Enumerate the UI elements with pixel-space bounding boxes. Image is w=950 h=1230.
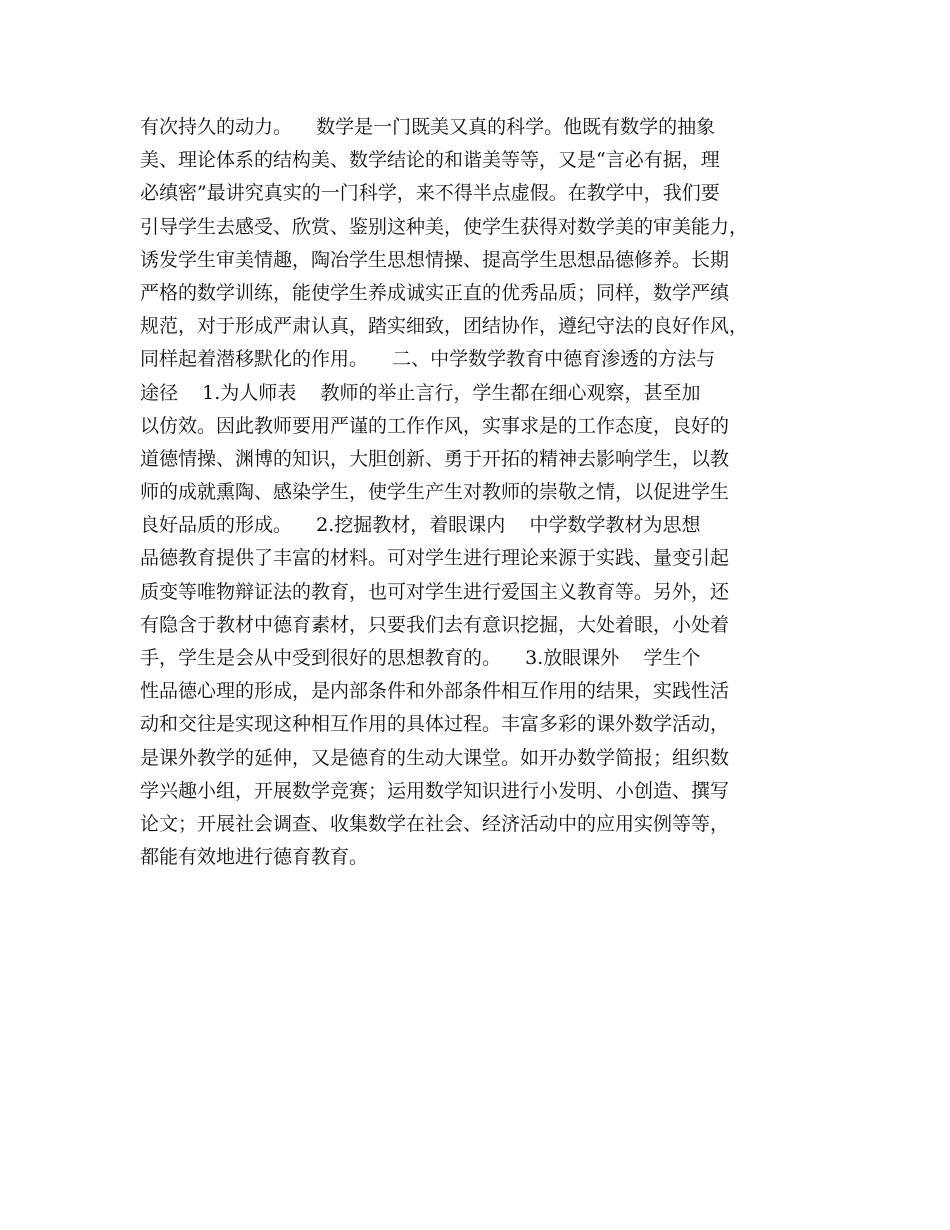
text-line: 都能有效地进行德育教育。 (140, 846, 369, 869)
text-line: 同样起着潜移默化的作用。 二、中学数学教育中德育渗透的方法与 (140, 348, 716, 371)
text-line: 学兴趣小组，开展数学竞赛；运用数学知识进行小发明、小创造、撰写 (140, 779, 730, 802)
text-line: 师的成就熏陶、感染学生，使学生产生对教师的崇敬之情，以促进学生 (140, 481, 730, 504)
text-line: 道德情操、渊博的知识，大胆创新、勇于开拓的精神去影响学生，以教 (140, 447, 730, 470)
text-line: 以仿效。因此教师要用严谨的工作作风，实事求是的工作态度，良好的 (140, 414, 730, 437)
text-line: 论文；开展社会调查、收集数学在社会、经济活动中的应用实例等等， (140, 812, 730, 835)
text-line: 有次持久的动力。 数学是一门既美又真的科学。他既有数学的抽象 (140, 116, 716, 138)
text-line: 引导学生去感受、欣赏、鉴别这种美，使学生获得对数学美的审美能力， (140, 215, 749, 238)
text-line: 品德教育提供了丰富的材料。可对学生进行理论来源于实践、量变引起 (140, 547, 730, 570)
body-text (140, 111, 820, 874)
text-line: 手，学生是会从中受到很好的思想教育的。 3.放眼课外 学生个 (140, 647, 701, 669)
text-line: 途径 1.为人师表 教师的举止言行，学生都在细心观察，甚至加 (140, 381, 701, 404)
text-line: 美、理论体系的结构美、数学结论的和谐美等等，又是“言必有据，理 (140, 149, 720, 172)
text-line: 是课外教学的延伸，又是德育的生动大课堂。如开办数学简报；组织数 (140, 746, 730, 769)
text-line: 动和交往是实现这种相互作用的具体过程。丰富多彩的课外数学活动， (140, 713, 730, 736)
text-line: 有隐含于教材中德育素材，只要我们去有意识挖掘，大处着眼，小处着 (140, 613, 730, 636)
text-line: 诱发学生审美情趣，陶冶学生思想情操、提高学生思想品德修养。长期 (140, 248, 730, 271)
text-line: 质变等唯物辩证法的教育，也可对学生进行爱国主义教育等。另外，还 (140, 580, 730, 603)
text-line: 必缜密”最讲究真实的一门科学，来不得半点虚假。在教学中，我们要 (140, 182, 720, 205)
text-line: 严格的数学训练，能使学生养成诚实正直的优秀品质；同样，数学严缜 (140, 281, 730, 304)
text-line: 规范，对于形成严肃认真，踏实细致，团结协作，遵纪守法的良好作风， (140, 315, 749, 338)
text-line: 良好品质的形成。 2.挖掘教材，着眼课内 中学数学教材为思想 (140, 514, 701, 537)
text-line: 性品德心理的形成，是内部条件和外部条件相互作用的结果，实践性活 (140, 680, 730, 703)
